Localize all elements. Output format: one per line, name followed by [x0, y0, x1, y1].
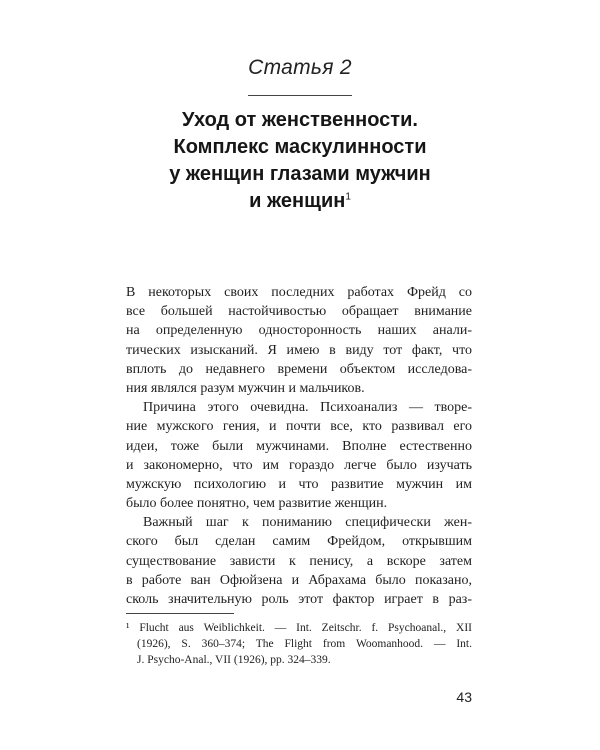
- title-divider: [248, 95, 352, 96]
- body-line: мужскую психологию и что развитие мужчин им: [126, 476, 472, 492]
- title-line: Комплекс маскулинности: [173, 136, 427, 158]
- title-line: у женщин глазами мужчин: [169, 163, 431, 185]
- body-line: В некоторых своих последних работах Фрейд со: [126, 285, 472, 300]
- body-line: и закономерно, что им гораздо легче было изучать: [126, 457, 472, 473]
- body-text: [126, 283, 472, 609]
- footnote-line: (1926), S. 360–374; The Flight from Woomanhood. — Int.: [137, 638, 472, 650]
- article-title: [120, 107, 480, 215]
- body-line: на определенную односторонность наших анали-: [126, 323, 472, 339]
- footnote-line: ¹ Flucht aus Weiblichkeit. — Int. Zeitschr. f. Psychoanal., XII: [126, 622, 472, 634]
- body-line: сколь значительную роль этот фактор играет в раз-: [126, 592, 472, 607]
- body-line: ского был сделан самим Фрейдом, открывшим: [126, 534, 472, 550]
- footnote-divider: [126, 613, 234, 614]
- body-line: существование зависти к пенису, а вскоре затем: [126, 553, 472, 569]
- body-line: ние мужского гения, и почти все, кто развивал его: [126, 419, 472, 435]
- body-line: ния являлся разум мужчин и мальчиков.: [126, 380, 365, 396]
- body-line: Важный шаг к пониманию специфически жен-: [143, 515, 472, 531]
- title-line: [120, 188, 480, 215]
- body-line: было более понятно, чем развитие женщин.: [126, 496, 388, 512]
- title-line: Уход от женственности.: [182, 109, 418, 131]
- article-label: Статья 2: [248, 56, 352, 79]
- title-line-text: и женщин: [249, 190, 346, 212]
- body-line: вплоть до недавнего времени объектом исследова-: [126, 361, 472, 377]
- body-line: идеи, тоже были мужчинами. Вполне естественно: [126, 438, 472, 454]
- page-number: 43: [456, 689, 472, 705]
- footnote-line: J. Psycho-Anal., VII (1926), pp. 324–339.: [137, 654, 331, 666]
- footnote: [126, 620, 472, 668]
- body-line: все большей настойчивостью обращает внимание: [126, 304, 472, 320]
- body-line: Причина этого очевидна. Психоанализ — творе-: [143, 400, 472, 416]
- title-footnote-marker: 1: [345, 191, 351, 203]
- body-line: в работе ван Офюйзена и Абрахама было показано,: [126, 572, 472, 588]
- body-line: тических изысканий. Я имею в виду тот факт, что: [126, 342, 472, 358]
